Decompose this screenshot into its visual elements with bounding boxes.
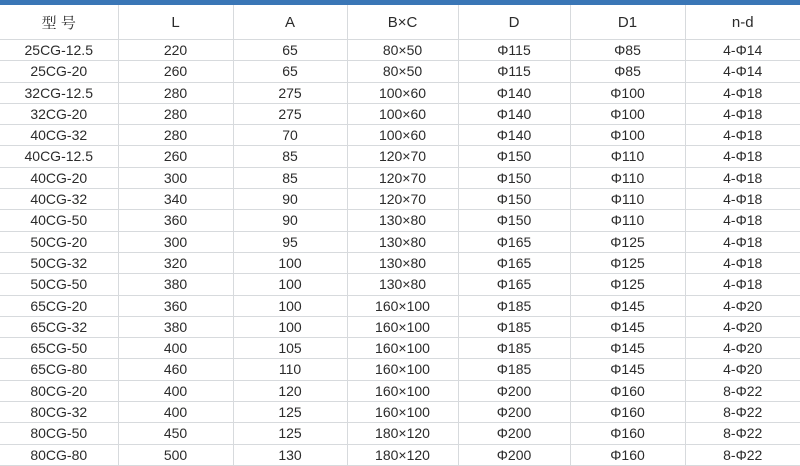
cell-BxC: 120×70 <box>347 189 458 210</box>
table-row <box>0 189 800 210</box>
cell-BxC: 160×100 <box>347 338 458 359</box>
cell-L: 280 <box>118 103 233 124</box>
cell-n-d: 4-Φ18 <box>685 82 800 103</box>
cell-D1: Φ160 <box>570 380 685 401</box>
cell-D: Φ150 <box>458 210 570 231</box>
cell-BxC: 130×80 <box>347 252 458 273</box>
table-row <box>0 82 800 103</box>
cell-n-d: 4-Φ18 <box>685 252 800 273</box>
cell-L: 450 <box>118 423 233 444</box>
cell-L: 400 <box>118 402 233 423</box>
cell-model: 50CG-32 <box>0 252 118 273</box>
cell-n-d: 4-Φ18 <box>685 146 800 167</box>
cell-L: 340 <box>118 189 233 210</box>
cell-L: 260 <box>118 61 233 82</box>
cell-L: 260 <box>118 146 233 167</box>
cell-D: Φ185 <box>458 295 570 316</box>
cell-D1: Φ145 <box>570 338 685 359</box>
cell-model: 80CG-32 <box>0 402 118 423</box>
cell-A: 125 <box>233 402 347 423</box>
cell-BxC: 130×80 <box>347 231 458 252</box>
cell-model: 40CG-20 <box>0 167 118 188</box>
column-header-model: 型 号 <box>0 5 118 40</box>
cell-BxC: 180×120 <box>347 444 458 465</box>
cell-A: 65 <box>233 61 347 82</box>
table-header-row <box>0 5 800 40</box>
cell-D: Φ185 <box>458 359 570 380</box>
cell-BxC: 120×70 <box>347 146 458 167</box>
cell-D: Φ140 <box>458 103 570 124</box>
cell-L: 400 <box>118 338 233 359</box>
column-header-D1: D1 <box>570 5 685 40</box>
cell-A: 65 <box>233 40 347 61</box>
cell-D: Φ200 <box>458 423 570 444</box>
cell-n-d: 4-Φ20 <box>685 295 800 316</box>
cell-D: Φ140 <box>458 125 570 146</box>
cell-A: 85 <box>233 167 347 188</box>
cell-BxC: 100×60 <box>347 103 458 124</box>
cell-L: 380 <box>118 316 233 337</box>
cell-A: 120 <box>233 380 347 401</box>
cell-BxC: 160×100 <box>347 316 458 337</box>
table-row <box>0 359 800 380</box>
cell-A: 70 <box>233 125 347 146</box>
cell-L: 280 <box>118 82 233 103</box>
cell-A: 90 <box>233 189 347 210</box>
cell-D1: Φ100 <box>570 103 685 124</box>
cell-model: 80CG-20 <box>0 380 118 401</box>
table-row <box>0 295 800 316</box>
cell-A: 130 <box>233 444 347 465</box>
table-row <box>0 125 800 146</box>
cell-A: 125 <box>233 423 347 444</box>
cell-D1: Φ110 <box>570 146 685 167</box>
cell-BxC: 130×80 <box>347 274 458 295</box>
cell-L: 460 <box>118 359 233 380</box>
cell-D1: Φ125 <box>570 231 685 252</box>
table-row <box>0 338 800 359</box>
table-row <box>0 61 800 82</box>
cell-A: 275 <box>233 82 347 103</box>
cell-L: 220 <box>118 40 233 61</box>
cell-D1: Φ145 <box>570 295 685 316</box>
cell-BxC: 160×100 <box>347 359 458 380</box>
table-row <box>0 316 800 337</box>
table-row <box>0 444 800 465</box>
cell-A: 100 <box>233 295 347 316</box>
cell-model: 40CG-12.5 <box>0 146 118 167</box>
cell-BxC: 160×100 <box>347 380 458 401</box>
cell-model: 65CG-20 <box>0 295 118 316</box>
cell-n-d: 4-Φ18 <box>685 274 800 295</box>
cell-L: 320 <box>118 252 233 273</box>
cell-n-d: 4-Φ20 <box>685 338 800 359</box>
table-row <box>0 146 800 167</box>
cell-D1: Φ160 <box>570 423 685 444</box>
cell-BxC: 160×100 <box>347 402 458 423</box>
cell-L: 400 <box>118 380 233 401</box>
cell-D1: Φ145 <box>570 316 685 337</box>
cell-BxC: 100×60 <box>347 82 458 103</box>
cell-D: Φ165 <box>458 252 570 273</box>
cell-D1: Φ160 <box>570 402 685 423</box>
cell-n-d: 4-Φ20 <box>685 359 800 380</box>
cell-n-d: 8-Φ22 <box>685 444 800 465</box>
cell-A: 100 <box>233 316 347 337</box>
cell-model: 32CG-12.5 <box>0 82 118 103</box>
table-row <box>0 380 800 401</box>
cell-n-d: 4-Φ18 <box>685 125 800 146</box>
cell-BxC: 80×50 <box>347 40 458 61</box>
column-header-D: D <box>458 5 570 40</box>
table-row <box>0 231 800 252</box>
cell-D: Φ150 <box>458 167 570 188</box>
cell-D1: Φ125 <box>570 252 685 273</box>
cell-BxC: 180×120 <box>347 423 458 444</box>
cell-model: 50CG-50 <box>0 274 118 295</box>
cell-model: 80CG-80 <box>0 444 118 465</box>
cell-D1: Φ85 <box>570 61 685 82</box>
cell-n-d: 4-Φ18 <box>685 103 800 124</box>
table-row <box>0 252 800 273</box>
cell-D: Φ165 <box>458 231 570 252</box>
cell-D1: Φ110 <box>570 210 685 231</box>
cell-D1: Φ110 <box>570 189 685 210</box>
cell-n-d: 4-Φ20 <box>685 316 800 337</box>
cell-BxC: 100×60 <box>347 125 458 146</box>
cell-D1: Φ100 <box>570 82 685 103</box>
cell-n-d: 4-Φ18 <box>685 167 800 188</box>
cell-D1: Φ110 <box>570 167 685 188</box>
cell-model: 65CG-50 <box>0 338 118 359</box>
column-header-A: A <box>233 5 347 40</box>
cell-D: Φ150 <box>458 189 570 210</box>
cell-model: 50CG-20 <box>0 231 118 252</box>
cell-n-d: 4-Φ18 <box>685 189 800 210</box>
cell-D: Φ140 <box>458 82 570 103</box>
table-row <box>0 167 800 188</box>
cell-D1: Φ145 <box>570 359 685 380</box>
table-row <box>0 402 800 423</box>
cell-A: 85 <box>233 146 347 167</box>
cell-model: 25CG-12.5 <box>0 40 118 61</box>
table-row <box>0 423 800 444</box>
cell-D: Φ165 <box>458 274 570 295</box>
cell-D: Φ150 <box>458 146 570 167</box>
cell-D: Φ200 <box>458 402 570 423</box>
cell-A: 105 <box>233 338 347 359</box>
cell-model: 32CG-20 <box>0 103 118 124</box>
cell-BxC: 80×50 <box>347 61 458 82</box>
cell-D: Φ200 <box>458 444 570 465</box>
column-header-n-d: n-d <box>685 5 800 40</box>
cell-D1: Φ160 <box>570 444 685 465</box>
cell-BxC: 130×80 <box>347 210 458 231</box>
cell-D: Φ185 <box>458 316 570 337</box>
cell-model: 40CG-32 <box>0 189 118 210</box>
cell-L: 300 <box>118 231 233 252</box>
cell-A: 100 <box>233 252 347 273</box>
cell-n-d: 4-Φ18 <box>685 210 800 231</box>
cell-n-d: 8-Φ22 <box>685 423 800 444</box>
cell-D: Φ115 <box>458 40 570 61</box>
cell-A: 110 <box>233 359 347 380</box>
cell-n-d: 4-Φ18 <box>685 231 800 252</box>
cell-model: 25CG-20 <box>0 61 118 82</box>
table-row <box>0 40 800 61</box>
cell-model: 40CG-32 <box>0 125 118 146</box>
table-row <box>0 274 800 295</box>
cell-A: 275 <box>233 103 347 124</box>
cell-D1: Φ100 <box>570 125 685 146</box>
cell-A: 95 <box>233 231 347 252</box>
table-row <box>0 210 800 231</box>
cell-A: 100 <box>233 274 347 295</box>
cell-L: 360 <box>118 210 233 231</box>
cell-D1: Φ125 <box>570 274 685 295</box>
cell-L: 280 <box>118 125 233 146</box>
cell-D: Φ185 <box>458 338 570 359</box>
cell-L: 300 <box>118 167 233 188</box>
cell-model: 65CG-32 <box>0 316 118 337</box>
column-header-BxC: B×C <box>347 5 458 40</box>
cell-n-d: 8-Φ22 <box>685 402 800 423</box>
table-row <box>0 103 800 124</box>
cell-A: 90 <box>233 210 347 231</box>
cell-L: 500 <box>118 444 233 465</box>
cell-model: 65CG-80 <box>0 359 118 380</box>
model-dimension-table <box>0 5 800 466</box>
cell-BxC: 160×100 <box>347 295 458 316</box>
cell-model: 40CG-50 <box>0 210 118 231</box>
cell-n-d: 8-Φ22 <box>685 380 800 401</box>
cell-BxC: 120×70 <box>347 167 458 188</box>
cell-L: 360 <box>118 295 233 316</box>
cell-D: Φ200 <box>458 380 570 401</box>
column-header-L: L <box>118 5 233 40</box>
cell-n-d: 4-Φ14 <box>685 40 800 61</box>
cell-model: 80CG-50 <box>0 423 118 444</box>
cell-D: Φ115 <box>458 61 570 82</box>
cell-n-d: 4-Φ14 <box>685 61 800 82</box>
cell-D1: Φ85 <box>570 40 685 61</box>
cell-L: 380 <box>118 274 233 295</box>
